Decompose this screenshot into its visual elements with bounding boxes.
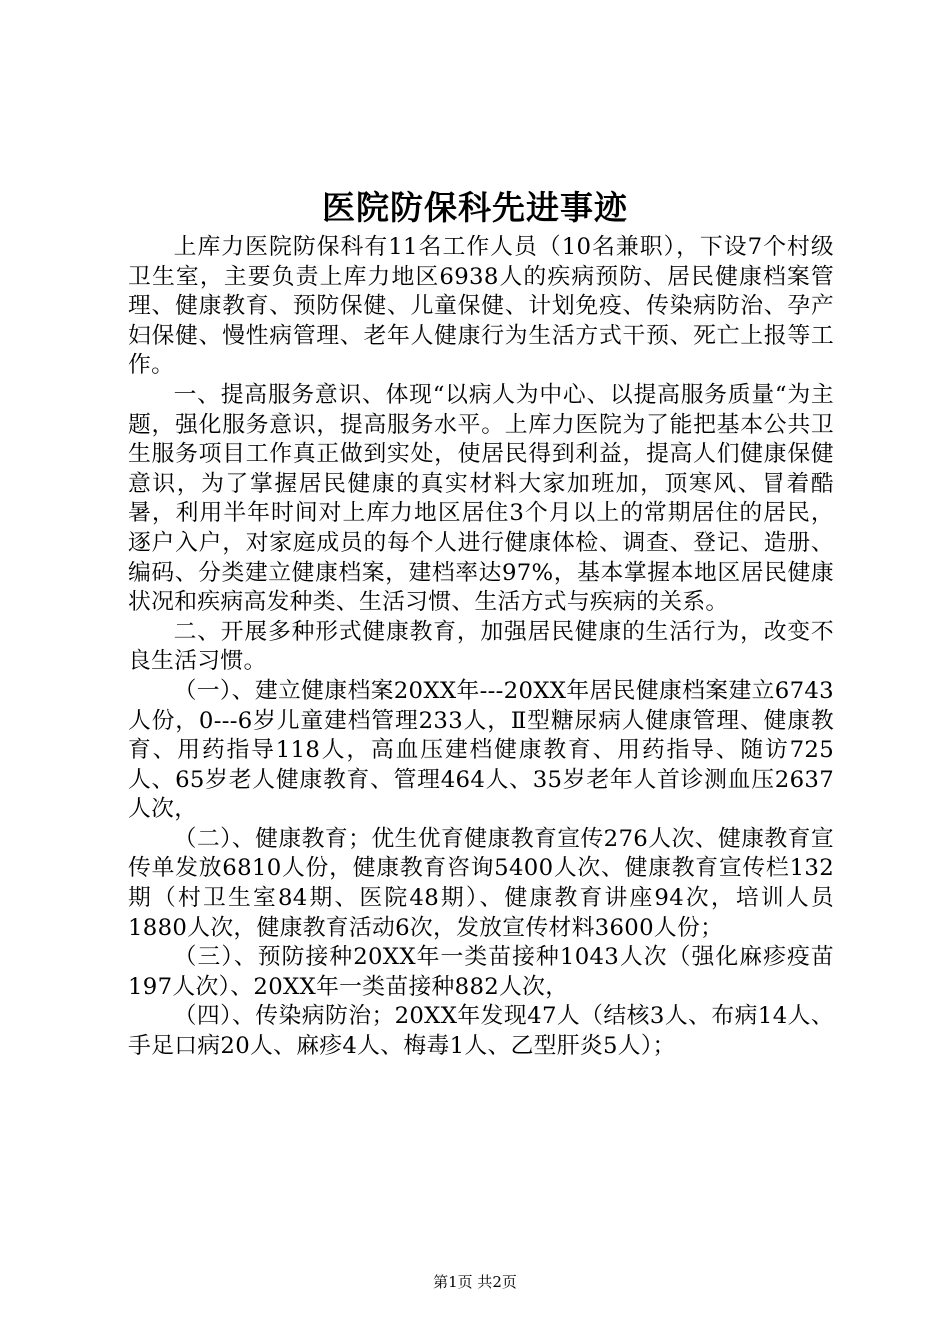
document-title: 医院防保科先进事迹 xyxy=(322,188,628,227)
intro-paragraph: 上库力医院防保科有11名工作人员（10名兼职），下设7个村级卫生室，主要负责上库力地区6938人的疾病预防、居民健康档案管理、健康教育、预防保健、儿童保健、计划免疫、传染病防治、孕产妇保健、慢性病管理、老年人健康行为生活方式干预、死亡上报等工作。 xyxy=(128,234,834,379)
document-body xyxy=(128,233,834,1062)
section-one-paragraph: 一、提高服务意识、体现“以病人为中心、以提高服务质量“为主题，强化服务意识，提高服务水平。上库力医院为了能把基本公共卫生服务项目工作真正做到实处，使居民得到利益，提高人们健康保健意识，为了掌握居民健康的真实材料大家加班加，顶寒风、冒着酷暑，利用半年时间对上库力地区居住3个月以上的常期居住的居民，逐户入户，对家庭成员的每个人进行健康体检、调查、登记、造册、编码、分类建立健康档案，建档率达97%，基本掌握本地区居民健康状况和疾病高发种类、生活习惯、生活方式与疾病的关系。 xyxy=(128,381,834,616)
page-footer: 第1页 共2页 xyxy=(433,1273,517,1291)
subsection-four-paragraph: （四）、传染病防治；20XX年发现47人（结核3人、布病14人、手足口病20人、麻疹4人、梅毒1人、乙型肝炎5人）； xyxy=(128,1003,834,1060)
subsection-three-paragraph: （三）、预防接种20XX年一类苗接种1043人次（强化麻疹疫苗197人次）、20XX年一类苗接种882人次， xyxy=(128,944,834,1000)
subsection-one-paragraph: （一）、建立健康档案20XX年---20XX年居民健康档案建立6743人份，0---6岁儿童建档管理233人，Ⅱ型糖尿病人健康管理、健康教育、用药指导118人，高血压建档健康教育、用药指导、随访725人、65岁老人健康教育、管理464人、35岁老年人首诊测血压2637人次， xyxy=(128,677,834,823)
subsection-two-paragraph: （二）、健康教育；优生优育健康教育宣传276人次、健康教育宣传单发放6810人份，健康教育咨询5400人次、健康教育宣传栏132期（村卫生室84期、医院48期）、健康教育讲座94次，培训人员1880人次，健康教育活动6次，发放宣传材料3600人份； xyxy=(128,825,834,941)
section-two-paragraph: 二、开展多种形式健康教育，加强居民健康的生活行为，改变不良生活习惯。 xyxy=(128,618,834,675)
